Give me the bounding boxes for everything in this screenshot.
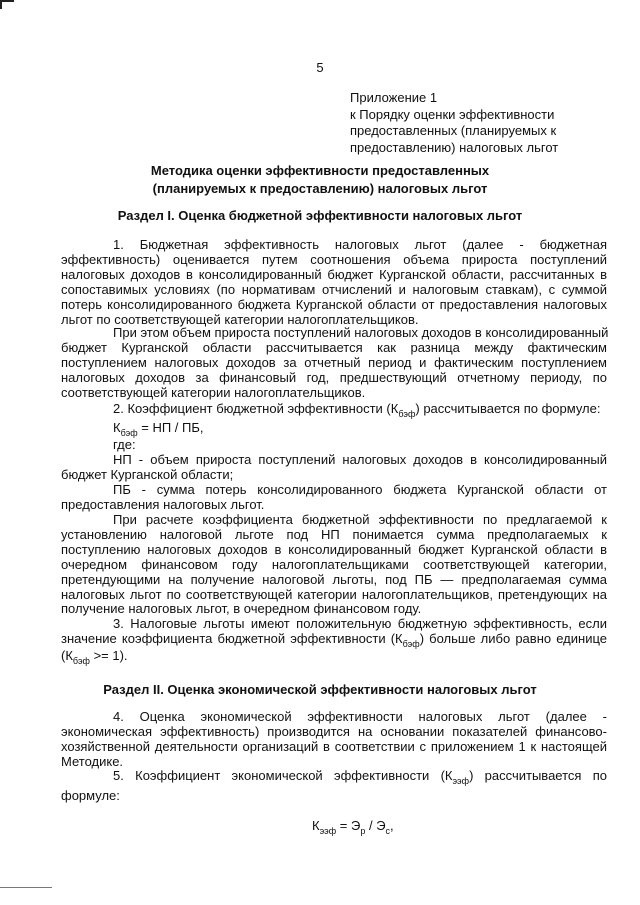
text-line: хозяйственной деятельности организаций в соответствии с приложением 1 к настоящей xyxy=(61,738,607,754)
footnote-rule xyxy=(0,887,52,888)
where-label: где: xyxy=(113,437,136,452)
text-line: налоговых доходов в консолидированный бюджет Курганской области, рассчитанных в xyxy=(61,266,607,282)
text-segment: 2. Коэффициент бюджетной эффективности (К xyxy=(113,401,399,416)
text-line: потерь консолидированного бюджета Курганской области от предоставления налоговых xyxy=(61,296,607,312)
text-segment: ) рассчитывается по формуле: xyxy=(415,401,601,416)
subscript: бэф xyxy=(398,409,416,419)
paragraph-4 xyxy=(61,513,607,617)
text-segment: значение коэффициента бюджетной эффективности (К xyxy=(61,630,403,646)
text-line: Методике. xyxy=(61,753,124,769)
text-line: поступлением налоговых доходов за отчетный период и фактическим поступлением xyxy=(61,354,607,370)
text-segment: >= 1). xyxy=(89,648,128,663)
section-2-heading: Раздел II. Оценка экономической эффективности налоговых льгот xyxy=(103,682,537,697)
text-line: ПБ - сумма потерь консолидированного бюджета Курганской области от xyxy=(113,482,607,497)
text-line: бюджет Курганской области; xyxy=(61,466,234,482)
paragraph-2 xyxy=(61,326,607,401)
subscript: ээф xyxy=(452,776,470,786)
appendix-line: Приложение 1 xyxy=(350,90,438,105)
pb-definition xyxy=(61,483,607,513)
np-definition xyxy=(61,453,607,483)
text-line: получение налоговых льгот, в очередном финансовом году. xyxy=(61,601,422,617)
section-1-heading: Раздел I. Оценка бюджетной эффективности налоговых льгот xyxy=(117,208,523,223)
title-line: Методика оценки эффективности предоставленных xyxy=(150,163,490,178)
text-line: льгот по соответствующей категории налогоплательщиков. xyxy=(61,311,419,327)
text-line: очередном финансовом году налогоплательщиками соответствующей категории, xyxy=(61,556,607,572)
subscript: бэф xyxy=(72,656,90,666)
paragraph-6 xyxy=(61,710,607,770)
paragraph-1 xyxy=(61,238,607,327)
formula-text: = Э xyxy=(336,818,361,833)
text-line: 1. Бюджетная эффективность налоговых льгот (далее - бюджетная xyxy=(113,237,607,252)
text-line: НП - объем прироста поступлений налоговых доходов в консолидированный xyxy=(113,452,607,467)
budget-formula xyxy=(113,420,204,438)
text-line xyxy=(61,632,607,652)
text-line: предоставления налоговых льгот. xyxy=(61,496,265,512)
appendix-line: предоставленных (планируемых к xyxy=(350,123,557,139)
formula-symbol: К xyxy=(312,818,320,833)
text-segment: ) больше либо равно единице xyxy=(419,630,607,646)
page-number: 5 xyxy=(316,60,324,75)
paragraph-5 xyxy=(61,617,607,652)
text-line: экономическая эффективность) производится на основании показателей финансово- xyxy=(61,723,607,739)
subscript: бэф xyxy=(402,638,420,649)
budget-condition xyxy=(61,648,128,666)
formula-text: = НП / ПБ, xyxy=(137,420,204,435)
text-line: соответствующей категории налогоплательщиков. xyxy=(61,384,366,400)
paragraph-7 xyxy=(61,769,607,789)
text-line: При расчете коэффициента бюджетной эффективности по предлагаемой к xyxy=(113,512,607,527)
document-title xyxy=(60,162,580,197)
text-line: претендующими на получение налоговой льготы, под ПБ — предполагаемая сумма xyxy=(61,571,607,587)
subscript: ээф xyxy=(319,826,337,836)
text-line: сопоставимых условиях (по нормативам отчислений и налоговым ставкам), с суммой xyxy=(61,281,607,297)
text-line: бюджет Курганской области рассчитывается как разница между фактическим xyxy=(61,339,607,355)
formula-text: / Э xyxy=(365,818,386,833)
subscript: с xyxy=(385,826,391,836)
text-segment: (К xyxy=(61,648,73,663)
text-line: 4. Оценка экономической эффективности налоговых льгот (далее - xyxy=(113,709,607,724)
formula-text: , xyxy=(390,818,394,833)
title-line: (планируемых к предоставлению) налоговых льгот xyxy=(152,180,488,196)
appendix-line: предоставлению) налоговых льгот xyxy=(350,139,559,155)
text-segment: ) рассчитывается по xyxy=(469,768,607,783)
text-line xyxy=(61,769,607,789)
formula-intro: формуле: xyxy=(61,788,120,803)
subscript: бэф xyxy=(120,428,138,438)
subscript: р xyxy=(360,826,366,836)
appendix-line: к Порядку оценки эффективности xyxy=(350,106,555,122)
text-line: поступлению налоговых доходов в консолидированный бюджет Курганской области в xyxy=(61,541,607,557)
text-line: При этом объем прироста поступлений налоговых доходов в консолидированный xyxy=(113,325,609,340)
corner-mark xyxy=(0,0,14,9)
appendix-note xyxy=(350,90,590,156)
text-line: эффективность) оценивается путем соотношения объема прироста поступлений xyxy=(61,251,607,267)
text-line: налоговых льгот по соответствующей категории налогоплательщиков, претендующих на xyxy=(61,586,607,602)
text-line: 3. Налоговые льготы имеют положительную бюджетную эффективность, если xyxy=(113,616,607,631)
text-line: налоговых доходов за финансовый год, предшествующий отчетному периоду, по xyxy=(61,369,607,385)
formula-symbol: К xyxy=(113,420,121,435)
text-line: установлению налоговой льготе под НП понимается сумма предполагаемых к xyxy=(61,526,607,542)
text-segment: 5. Коэффициент экономической эффективности (К xyxy=(113,768,453,783)
economic-formula xyxy=(312,818,394,836)
coefficient-statement xyxy=(113,401,600,419)
